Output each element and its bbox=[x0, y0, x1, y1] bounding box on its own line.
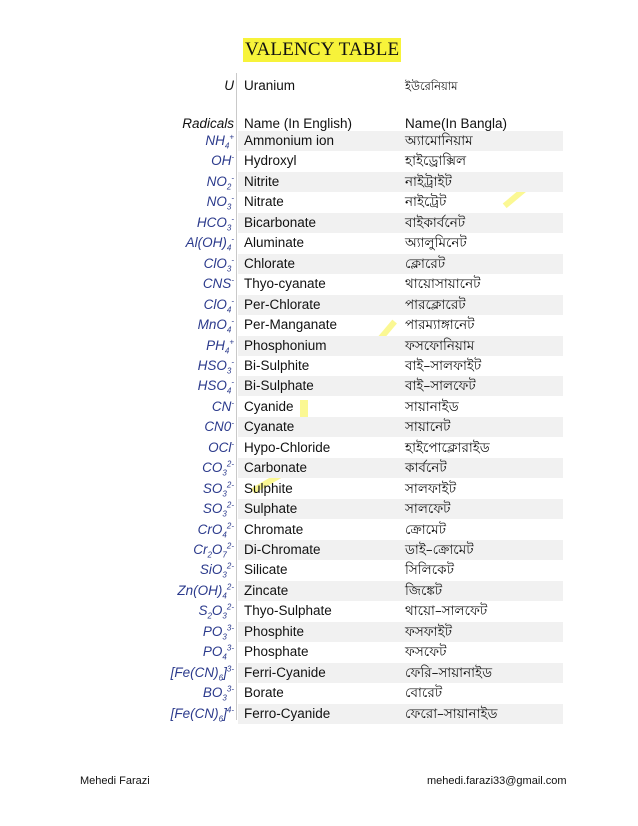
formula-charge: 2- bbox=[226, 521, 234, 531]
formula-base: HSO bbox=[197, 378, 227, 394]
radical-formula bbox=[171, 704, 234, 724]
table-row bbox=[0, 192, 638, 212]
formula-base: SO bbox=[202, 480, 223, 496]
table-row bbox=[0, 254, 638, 274]
radical-formula bbox=[171, 663, 234, 683]
radical-name-bn: সালফেট bbox=[405, 501, 451, 518]
formula-charge: - bbox=[231, 214, 234, 224]
radical-name-en: Di-Chromate bbox=[244, 542, 321, 557]
formula-charge: 3- bbox=[226, 643, 234, 653]
radical-formula bbox=[197, 213, 234, 233]
formula-charge: + bbox=[229, 337, 234, 346]
radical-name-bn: থায়ো–সালফেট bbox=[405, 603, 488, 620]
radical-name-bn: হাইড্রোক্সিল bbox=[405, 153, 467, 170]
formula-subscript: 4 bbox=[222, 652, 227, 662]
formula-charge: - bbox=[231, 357, 234, 367]
formula-charge: - bbox=[231, 255, 234, 265]
formula-subscript: 3 bbox=[226, 223, 232, 233]
radical-name-en: Carbonate bbox=[244, 460, 308, 476]
formula-base: PO bbox=[202, 623, 223, 639]
formula-suffix: O bbox=[211, 603, 223, 619]
table-row bbox=[0, 601, 638, 621]
radical-name-bn: বোরেট bbox=[405, 685, 443, 702]
radical-formula bbox=[198, 376, 234, 396]
formula-base: PO bbox=[202, 644, 223, 660]
radical-formula bbox=[203, 642, 234, 662]
formula-base: ClO bbox=[203, 296, 227, 312]
table-row bbox=[0, 622, 638, 642]
radical-formula bbox=[203, 274, 234, 294]
formula-subscript: 3 bbox=[222, 612, 227, 622]
radical-name-bn: থায়োসায়ানেট bbox=[405, 276, 481, 293]
table-row bbox=[0, 315, 638, 335]
radical-name-bn: জিঙ্কেট bbox=[405, 582, 443, 599]
formula-base: CO bbox=[202, 460, 223, 476]
radical-name-bn: ফেরি–সায়ানাইড bbox=[405, 664, 493, 681]
formula-suffix: ] bbox=[223, 664, 227, 680]
radical-name-en: Thyo-Sulphate bbox=[244, 603, 332, 619]
formula-charge: 2- bbox=[226, 561, 234, 571]
radical-formula bbox=[198, 601, 234, 621]
formula-base: Cr bbox=[193, 542, 208, 557]
formula-subscript: 4 bbox=[226, 387, 232, 397]
radical-name-bn: বাইকার্বনেট bbox=[405, 214, 466, 231]
radical-name-en: Nitrate bbox=[244, 194, 284, 210]
formula-base: S bbox=[198, 603, 208, 619]
radical-name-bn: সিলিকেট bbox=[405, 562, 454, 579]
uranium-name-en: Uranium bbox=[244, 78, 296, 93]
formula-base: NO bbox=[206, 173, 227, 189]
radical-name-en: Per-Manganate bbox=[244, 317, 338, 333]
header-name-bn: Name(In Bangla) bbox=[405, 116, 508, 131]
radical-formula bbox=[206, 336, 234, 356]
radical-name-en: Silicate bbox=[244, 562, 288, 578]
formula-base: SO bbox=[202, 501, 223, 517]
formula-charge: 3- bbox=[226, 623, 234, 633]
table-row bbox=[0, 376, 638, 396]
radical-name-en: Ferro-Cyanide bbox=[244, 705, 331, 721]
radical-name-en: Per-Chlorate bbox=[244, 296, 321, 312]
table-row bbox=[0, 499, 638, 519]
formula-base: CNS bbox=[202, 276, 232, 292]
radical-name-bn: অ্যালুমিনেট bbox=[405, 235, 467, 252]
radical-formula bbox=[203, 683, 234, 703]
radical-name-en: Thyo-cyanate bbox=[244, 276, 326, 292]
table-row bbox=[0, 520, 638, 540]
radical-name-bn: কার্বনেট bbox=[405, 460, 447, 477]
radical-name-bn: ফসফোনিয়াম bbox=[405, 337, 475, 354]
radical-name-en: Nitrite bbox=[244, 173, 280, 189]
radical-name-bn: নাইট্রেট bbox=[405, 194, 447, 211]
radical-name-bn: ফেরো–সায়ানাইড bbox=[405, 705, 498, 722]
formula-charge: - bbox=[231, 316, 234, 326]
table-row bbox=[0, 683, 638, 703]
formula-base: NO bbox=[206, 194, 227, 210]
radical-name-en: Hydroxyl bbox=[244, 153, 297, 169]
formula-charge: + bbox=[229, 132, 234, 142]
formula-subscript: 4 bbox=[226, 305, 232, 315]
uranium-name-bn: ইউরেনিয়াম bbox=[405, 79, 458, 93]
formula-subscript: 4 bbox=[226, 243, 232, 253]
header-radicals: Radicals bbox=[182, 116, 234, 131]
row-shading bbox=[238, 172, 563, 192]
formula-suffix: O bbox=[211, 542, 223, 557]
formula-charge: - bbox=[231, 234, 234, 244]
radical-name-bn: সায়ানাইড bbox=[405, 398, 459, 415]
formula-subscript: 3 bbox=[222, 468, 227, 478]
table-row bbox=[0, 131, 638, 151]
table-row bbox=[0, 274, 638, 294]
radical-name-bn: হাইপোক্লোরাইড bbox=[405, 439, 490, 456]
formula-base: Zn(OH) bbox=[177, 582, 223, 598]
table-row bbox=[0, 438, 638, 458]
radical-formula bbox=[212, 397, 234, 417]
formula-subscript: 2 bbox=[207, 612, 212, 622]
radical-name-en: Chlorate bbox=[244, 255, 296, 271]
radical-formula bbox=[204, 295, 234, 315]
table-row bbox=[0, 336, 638, 356]
page-title: VALENCY TABLE bbox=[245, 39, 400, 60]
radical-name-bn: ক্রোমেট bbox=[405, 521, 446, 538]
formula-base: ClO bbox=[203, 255, 227, 271]
formula-subscript: 3 bbox=[222, 693, 227, 703]
formula-subscript: 3 bbox=[226, 203, 232, 213]
radical-formula bbox=[211, 151, 234, 171]
table-row bbox=[0, 233, 638, 253]
formula-subscript: 7 bbox=[222, 550, 227, 560]
radical-name-bn: ক্লোরেট bbox=[405, 255, 446, 272]
radical-name-en: Hypo-Chloride bbox=[244, 439, 331, 455]
table-row bbox=[0, 540, 638, 560]
radical-name-en: Bicarbonate bbox=[244, 214, 317, 230]
radical-name-bn: বাই–সালফেট bbox=[405, 378, 476, 395]
radical-name-bn: পারক্লোরেট bbox=[405, 296, 466, 313]
radical-formula bbox=[205, 131, 234, 151]
formula-subscript: 6 bbox=[218, 673, 224, 683]
formula-base: HSO bbox=[197, 357, 227, 373]
radical-name-en: Aluminate bbox=[244, 235, 305, 251]
radical-formula bbox=[207, 172, 234, 192]
formula-subscript: 3 bbox=[226, 264, 232, 274]
formula-base: CN0 bbox=[204, 419, 232, 435]
formula-base: PH bbox=[206, 337, 225, 353]
formula-base: OH bbox=[211, 153, 232, 169]
footer-author: Mehedi Farazi bbox=[80, 775, 150, 787]
formula-charge: - bbox=[231, 173, 234, 183]
table-row bbox=[0, 172, 638, 192]
radical-name-bn: সালফাইট bbox=[405, 480, 457, 497]
formula-subscript: 3 bbox=[222, 509, 227, 519]
formula-charge: - bbox=[231, 439, 234, 449]
radical-formula bbox=[198, 520, 234, 540]
formula-charge: 2- bbox=[226, 459, 234, 469]
formula-charge: 2- bbox=[226, 500, 234, 510]
radical-name-en: Cyanate bbox=[244, 419, 295, 435]
table-row bbox=[0, 151, 638, 171]
radical-name-bn: নাইট্রাইট bbox=[405, 173, 452, 190]
formula-base: NH bbox=[205, 133, 225, 148]
table-row bbox=[0, 397, 638, 417]
formula-charge: 2- bbox=[226, 480, 234, 490]
formula-charge: 4- bbox=[226, 705, 234, 715]
formula-charge: - bbox=[231, 193, 234, 203]
formula-charge: - bbox=[231, 398, 234, 408]
formula-subscript: 6 bbox=[218, 714, 224, 724]
radical-name-bn: ফসফেট bbox=[405, 644, 447, 661]
radical-formula bbox=[200, 560, 234, 580]
radical-name-en: Bi-Sulphite bbox=[244, 357, 310, 373]
radical-formula bbox=[198, 315, 234, 335]
radical-name-bn: পারম্যাঙ্গানেট bbox=[405, 317, 475, 334]
radical-name-en: Phosphate bbox=[244, 644, 309, 660]
radical-name-bn: সায়ানেট bbox=[405, 419, 451, 436]
radical-name-en: Phosphonium bbox=[244, 337, 327, 353]
radical-formula bbox=[198, 356, 234, 376]
table-row bbox=[0, 356, 638, 376]
radical-formula bbox=[202, 458, 234, 478]
formula-base: [Fe(CN) bbox=[170, 664, 219, 680]
radical-formula bbox=[208, 438, 234, 458]
table-row bbox=[0, 663, 638, 683]
formula-subscript: 4 bbox=[222, 591, 227, 601]
radical-name-en: Chromate bbox=[244, 521, 304, 537]
radical-formula bbox=[203, 622, 234, 642]
formula-charge: 3- bbox=[226, 684, 234, 694]
formula-subscript: 3 bbox=[226, 366, 232, 376]
radical-name-en: Zincate bbox=[244, 582, 289, 598]
table-row bbox=[0, 560, 638, 580]
formula-subscript: 2 bbox=[207, 550, 212, 560]
formula-charge: - bbox=[231, 296, 234, 306]
formula-subscript: 3 bbox=[222, 571, 227, 581]
formula-base: SiO bbox=[199, 562, 223, 578]
radical-name-en: Ferri-Cyanide bbox=[244, 664, 326, 680]
footer-email: mehedi.farazi33@gmail.com bbox=[427, 775, 567, 787]
formula-charge: 2- bbox=[226, 541, 234, 551]
radical-name-en: Cyanide bbox=[244, 398, 294, 414]
formula-subscript: 4 bbox=[224, 346, 230, 356]
formula-suffix: ] bbox=[223, 705, 227, 721]
radical-name-bn: ডাই–ক্রোমেট bbox=[405, 542, 474, 558]
radical-name-en: Ammonium ion bbox=[244, 133, 335, 148]
radical-name-en: Borate bbox=[244, 685, 284, 701]
table-row bbox=[0, 458, 638, 478]
formula-charge: - bbox=[231, 418, 234, 428]
radical-name-bn: ফসফাইট bbox=[405, 623, 452, 640]
table-row bbox=[0, 581, 638, 601]
radical-formula bbox=[204, 417, 234, 437]
formula-subscript: 4 bbox=[222, 530, 227, 540]
radical-name-en: Sulphite bbox=[244, 480, 293, 496]
formula-base: Al(OH) bbox=[185, 235, 227, 251]
formula-base: HCO bbox=[196, 214, 227, 230]
radical-name-en: Bi-Sulphate bbox=[244, 378, 314, 394]
header-name-en: Name (In English) bbox=[244, 116, 353, 131]
uranium-row bbox=[0, 76, 638, 96]
formula-base: MnO bbox=[197, 317, 227, 333]
formula-base: CN bbox=[211, 398, 232, 414]
radical-name-bn: অ্যামোনিয়াম bbox=[405, 133, 473, 149]
formula-base: BO bbox=[202, 685, 223, 701]
formula-charge: 3- bbox=[226, 664, 234, 674]
formula-subscript: 2 bbox=[226, 182, 232, 192]
table-row bbox=[0, 479, 638, 499]
radical-formula bbox=[207, 192, 234, 212]
radical-name-en: Sulphate bbox=[244, 501, 298, 517]
radical-name-en: Phosphite bbox=[244, 623, 305, 639]
radical-formula bbox=[186, 233, 234, 253]
formula-base: OCl bbox=[208, 439, 232, 455]
radical-formula bbox=[203, 479, 234, 499]
formula-base: [Fe(CN) bbox=[170, 705, 219, 721]
formula-charge: - bbox=[231, 275, 234, 285]
table-row bbox=[0, 417, 638, 437]
formula-charge: 2- bbox=[226, 602, 234, 612]
formula-subscript: 3 bbox=[222, 632, 227, 642]
table-row bbox=[0, 704, 638, 724]
uranium-symbol: U bbox=[224, 78, 234, 93]
table-row bbox=[0, 295, 638, 315]
table-row bbox=[0, 213, 638, 233]
formula-charge: - bbox=[231, 377, 234, 387]
radical-name-bn: বাই–সালফাইট bbox=[405, 357, 482, 374]
radical-formula bbox=[177, 581, 234, 601]
radical-formula bbox=[193, 540, 234, 560]
radical-formula bbox=[203, 499, 234, 519]
table-row bbox=[0, 642, 638, 662]
formula-subscript: 4 bbox=[224, 141, 230, 151]
formula-charge: - bbox=[231, 152, 234, 162]
formula-subscript: 3 bbox=[222, 489, 227, 499]
formula-base: CrO bbox=[197, 521, 223, 537]
formula-charge: 2- bbox=[226, 582, 234, 592]
radical-formula bbox=[204, 254, 234, 274]
formula-subscript: 4 bbox=[226, 325, 232, 335]
